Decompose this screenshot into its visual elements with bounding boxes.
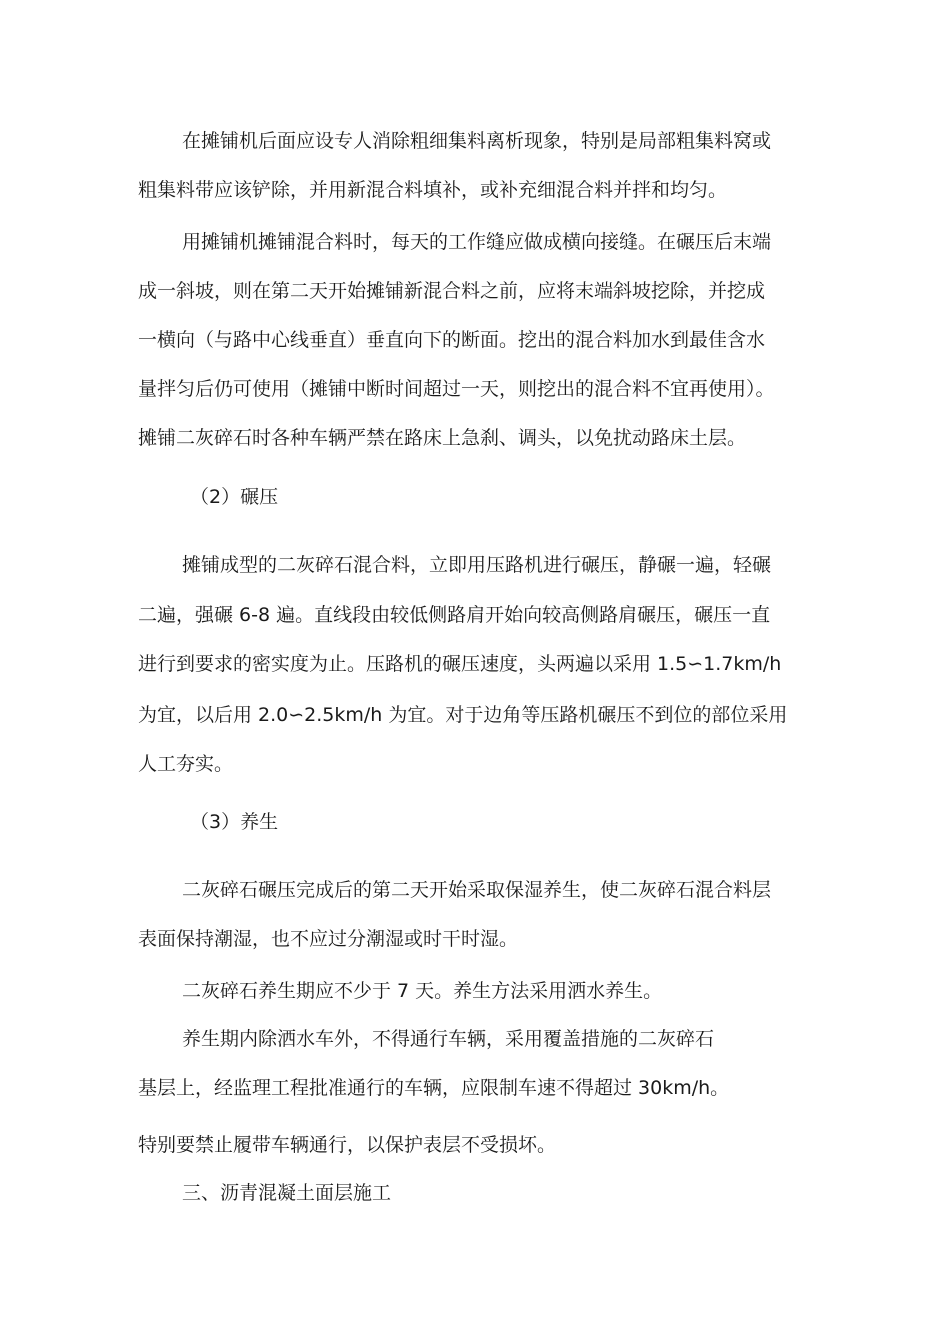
text-line: 进行到要求的密实度为止。压路机的碾压速度，头两遍以采用 1.5∽1.7km/h xyxy=(138,653,782,675)
section-heading: 三、沥青混凝土面层施工 xyxy=(182,1182,392,1204)
text-line: 二灰碎石养生期应不少于 7 天。养生方法采用洒水养生。 xyxy=(182,980,663,1002)
text-line: 人工夯实。 xyxy=(138,753,234,775)
text-line: 表面保持潮湿，也不应过分潮湿或时干时湿。 xyxy=(138,928,519,950)
text-line: 粗集料带应该铲除，并用新混合料填补，或补充细混合料并拌和均匀。 xyxy=(138,179,728,201)
text-line: 为宜，以后用 2.0∽2.5km/h 为宜。对于边角等压路机碾压不到位的部位采用 xyxy=(138,704,788,726)
section-heading: （3）养生 xyxy=(190,811,279,833)
text-line: 一横向（与路中心线垂直）垂直向下的断面。挖出的混合料加水到最佳含水 xyxy=(138,329,766,351)
text-line: 量拌匀后仍可使用（摊铺中断时间超过一天，则挖出的混合料不宜再使用）。 xyxy=(138,378,775,400)
text-line: 在摊铺机后面应设专人消除粗细集料离析现象，特别是局部粗集料窝或 xyxy=(182,130,772,152)
text-line: 摊铺成型的二灰碎石混合料，立即用压路机进行碾压，静碾一遍，轻碾 xyxy=(182,554,772,576)
text-line: 养生期内除洒水车外，不得通行车辆，采用覆盖措施的二灰碎石 xyxy=(182,1028,715,1050)
text-line: 摊铺二灰碎石时各种车辆严禁在路床上急刹、调头，以免扰动路床土层。 xyxy=(138,427,747,449)
text-line: 二遍，强碾 6-8 遍。直线段由较低侧路肩开始向较高侧路肩碾压，碾压一直 xyxy=(138,604,771,626)
text-line: 成一斜坡，则在第二天开始摊铺新混合料之前，应将末端斜坡挖除，并挖成 xyxy=(138,280,766,302)
text-line: 用摊铺机摊铺混合料时，每天的工作缝应做成横向接缝。在碾压后末端 xyxy=(182,231,772,253)
text-line: 基层上，经监理工程批准通行的车辆，应限制车速不得超过 30km/h。 xyxy=(138,1077,730,1099)
section-heading: （2）碾压 xyxy=(190,486,279,508)
text-line: 特别要禁止履带车辆通行，以保护表层不受损坏。 xyxy=(138,1134,557,1156)
text-line: 二灰碎石碾压完成后的第二天开始采取保湿养生，使二灰碎石混合料层 xyxy=(182,879,772,901)
